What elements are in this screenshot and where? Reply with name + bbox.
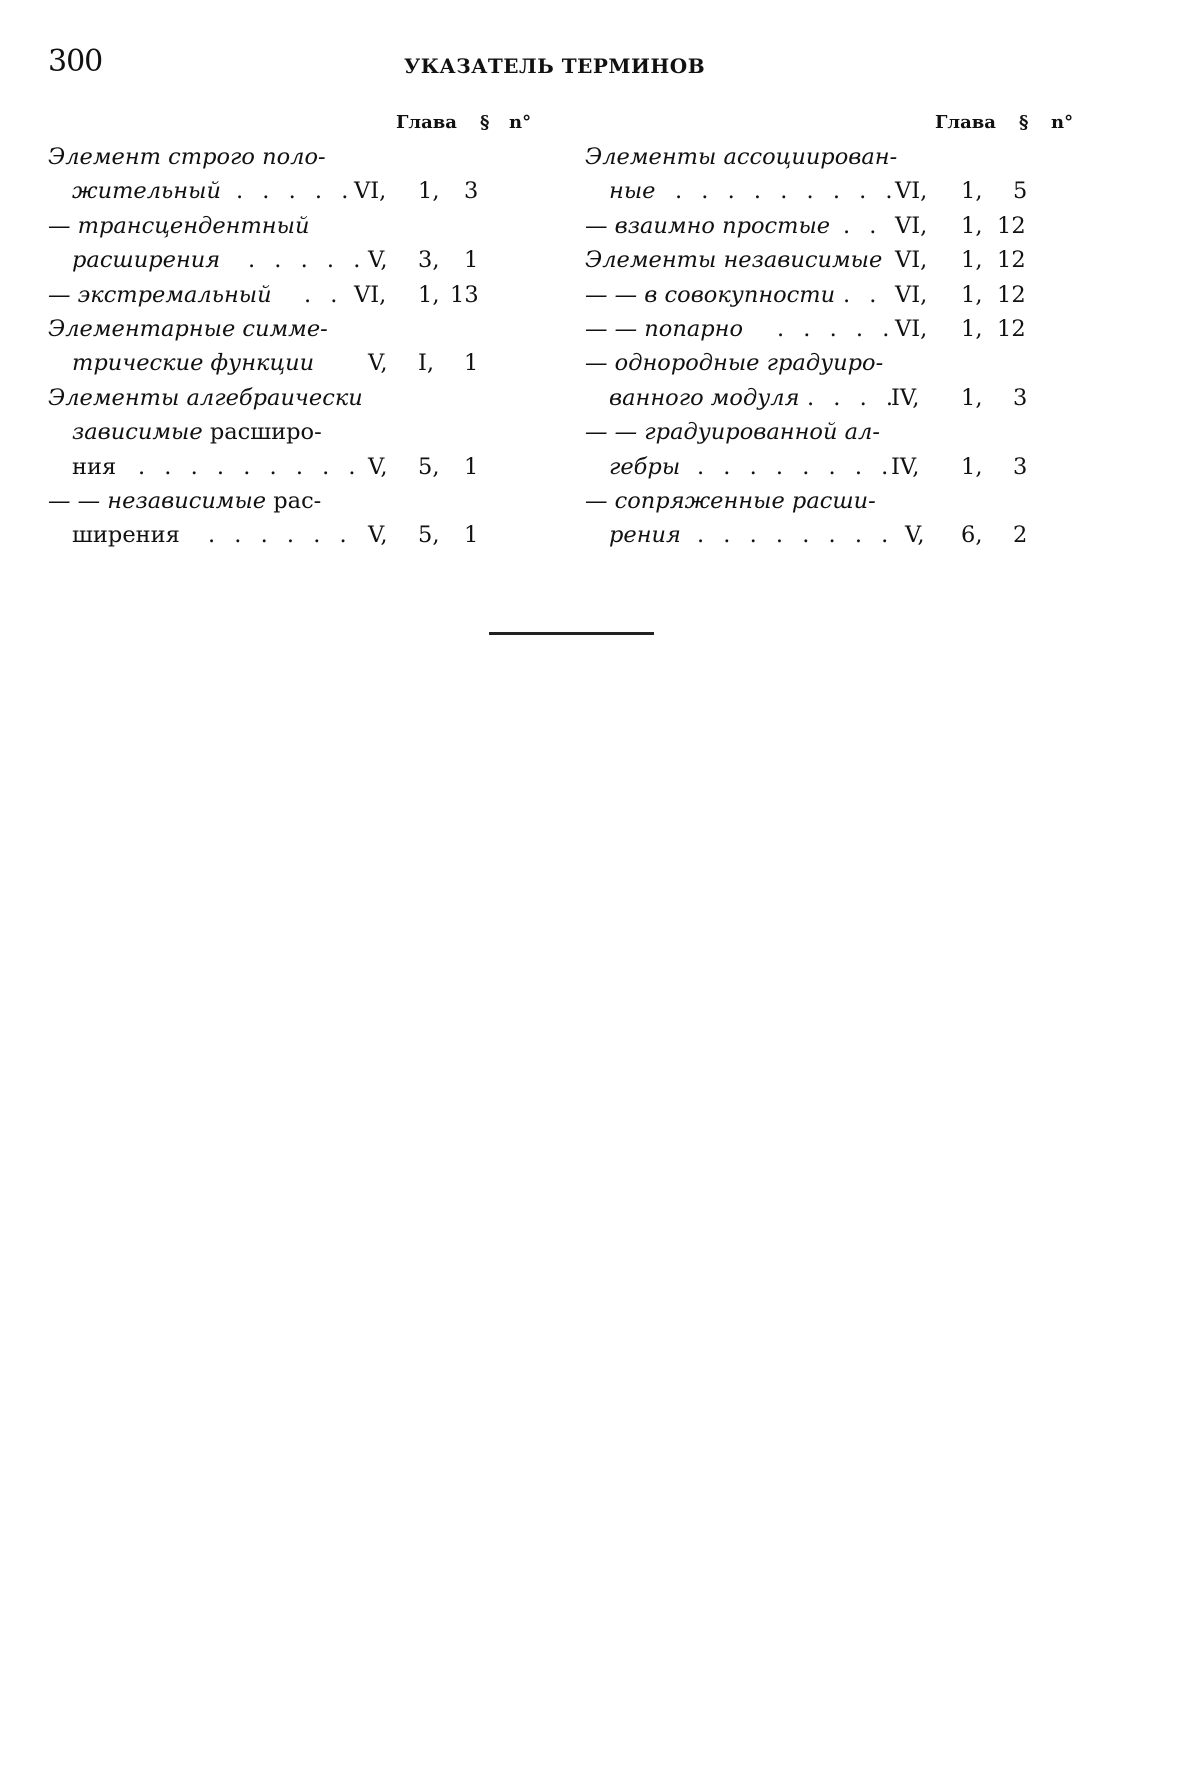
section-ref: 5, <box>418 453 440 480</box>
leader-dots: . . . . <box>807 384 900 411</box>
leader-dots: . . . . . . . . <box>697 522 895 549</box>
chapter-ref: IV, <box>891 453 920 480</box>
chapter-ref: VI, <box>895 247 928 274</box>
index-line <box>48 415 548 449</box>
end-rule <box>489 632 654 635</box>
chapter-ref: V, <box>368 453 388 480</box>
index-term: ния <box>72 453 117 480</box>
section-ref: I, <box>418 350 435 377</box>
index-term <box>72 415 322 449</box>
number-ref: 12 <box>997 247 1026 274</box>
section-ref: 1, <box>961 315 983 342</box>
index-line <box>585 209 1090 243</box>
index-line <box>48 381 548 415</box>
chapter-ref: V, <box>368 247 388 274</box>
index-line <box>48 346 548 380</box>
chapter-ref: VI, <box>895 178 928 205</box>
number-header: n° <box>509 112 532 133</box>
index-term: — — в совокупности <box>585 281 836 308</box>
number-ref: 2 <box>1013 522 1028 549</box>
index-term: — однородные градуиро- <box>585 350 884 377</box>
index-line <box>48 312 548 346</box>
number-ref: 3 <box>464 178 479 205</box>
section-ref: 1, <box>961 453 983 480</box>
section-ref: 1, <box>961 281 983 308</box>
index-column-right <box>585 108 1090 553</box>
leader-dots: . . . . . . . . . <box>675 178 899 205</box>
leader-dots: . . . . . . . . . <box>138 453 362 480</box>
index-term: гебры <box>609 453 681 480</box>
index-term: — экстремальный <box>48 281 272 308</box>
index-term: Элемент строго поло- <box>48 144 326 170</box>
index-term: рения <box>609 522 681 549</box>
index-term-plain: расширо- <box>202 419 322 446</box>
index-line <box>48 140 548 174</box>
index-term: ные <box>609 178 656 205</box>
index-line <box>585 484 1090 518</box>
leader-dots: . . . . . . . . <box>697 453 895 480</box>
index-term-italic: — — независимые <box>48 487 267 514</box>
index-line <box>48 484 548 518</box>
number-ref: 1 <box>464 350 479 377</box>
column-header <box>585 108 1090 140</box>
index-term: — трансцендентный <box>48 212 310 239</box>
chapter-header: Глава <box>396 112 457 133</box>
chapter-ref: IV, <box>891 384 920 411</box>
leader-dots: . . . . . . <box>208 522 353 549</box>
running-head-title: УКАЗАТЕЛЬ ТЕРМИНОВ <box>404 54 706 78</box>
number-ref: 1 <box>464 522 479 549</box>
index-line <box>585 450 1090 484</box>
leader-dots: . . . . . <box>248 247 367 274</box>
index-line <box>585 415 1090 449</box>
number-ref: 12 <box>997 212 1026 239</box>
index-term: Элементы ассоциирован- <box>585 144 898 170</box>
number-ref: 13 <box>450 281 479 308</box>
index-line <box>585 278 1090 312</box>
index-term-italic: зависимые <box>72 419 203 446</box>
index-term: расширения <box>72 247 221 274</box>
index-term: жительный <box>72 178 221 205</box>
chapter-ref: V, <box>368 522 388 549</box>
chapter-ref: VI, <box>354 178 387 205</box>
section-ref: 1, <box>961 247 983 274</box>
number-ref: 1 <box>464 453 479 480</box>
chapter-ref: VI, <box>895 281 928 308</box>
index-term: Элементарные симме- <box>48 315 328 342</box>
number-header: n° <box>1051 112 1074 133</box>
section-header: § <box>480 112 490 133</box>
number-ref: 12 <box>997 281 1026 308</box>
index-line <box>48 209 548 243</box>
leader-dots: . . . . . <box>777 315 896 342</box>
leader-dots: . . <box>304 281 344 308</box>
index-line <box>585 140 1090 174</box>
section-ref: 6, <box>961 522 983 549</box>
leader-dots: . . <box>843 212 883 239</box>
index-line <box>48 174 548 208</box>
index-line <box>585 312 1090 346</box>
section-ref: 1, <box>961 178 983 205</box>
page-number: 300 <box>48 44 103 79</box>
chapter-header: Глава <box>935 112 996 133</box>
index-term: трические функции <box>72 350 315 377</box>
index-term: Элементы алгебраически <box>48 384 363 411</box>
index-line <box>48 450 548 484</box>
number-ref: 12 <box>997 315 1026 342</box>
index-line <box>585 518 1090 552</box>
section-ref: 1, <box>961 212 983 239</box>
index-line <box>585 381 1090 415</box>
index-term: — — градуированной ал- <box>585 419 880 446</box>
index-line <box>48 518 548 552</box>
section-header: § <box>1019 112 1029 133</box>
chapter-ref: V, <box>368 350 388 377</box>
number-ref: 3 <box>1013 453 1028 480</box>
index-line <box>585 243 1090 277</box>
column-header <box>48 108 548 140</box>
chapter-ref: VI, <box>354 281 387 308</box>
leader-dots: . . . . . <box>236 178 355 205</box>
section-ref: 5, <box>418 522 440 549</box>
index-term: ширения <box>72 522 180 549</box>
number-ref: 1 <box>464 247 479 274</box>
chapter-ref: VI, <box>895 212 928 239</box>
section-ref: 3, <box>418 247 440 274</box>
index-term: — сопряженные расши- <box>585 487 876 514</box>
index-term <box>48 484 321 518</box>
index-term: — — попарно <box>585 315 744 342</box>
index-line <box>585 346 1090 380</box>
index-column-left <box>48 108 548 553</box>
index-term-plain: рас- <box>266 487 322 514</box>
chapter-ref: V, <box>905 522 925 549</box>
number-ref: 5 <box>1013 178 1028 205</box>
leader-dots: . . <box>843 281 883 308</box>
index-term: Элементы независимые <box>585 247 883 274</box>
chapter-ref: VI, <box>895 315 928 342</box>
section-ref: 1, <box>418 178 440 205</box>
section-ref: 1, <box>418 281 440 308</box>
index-line <box>48 278 548 312</box>
index-term: — взаимно простые <box>585 212 831 239</box>
index-line <box>48 243 548 277</box>
section-ref: 1, <box>961 384 983 411</box>
number-ref: 3 <box>1013 384 1028 411</box>
index-line <box>585 174 1090 208</box>
index-term: ванного модуля <box>609 384 800 411</box>
